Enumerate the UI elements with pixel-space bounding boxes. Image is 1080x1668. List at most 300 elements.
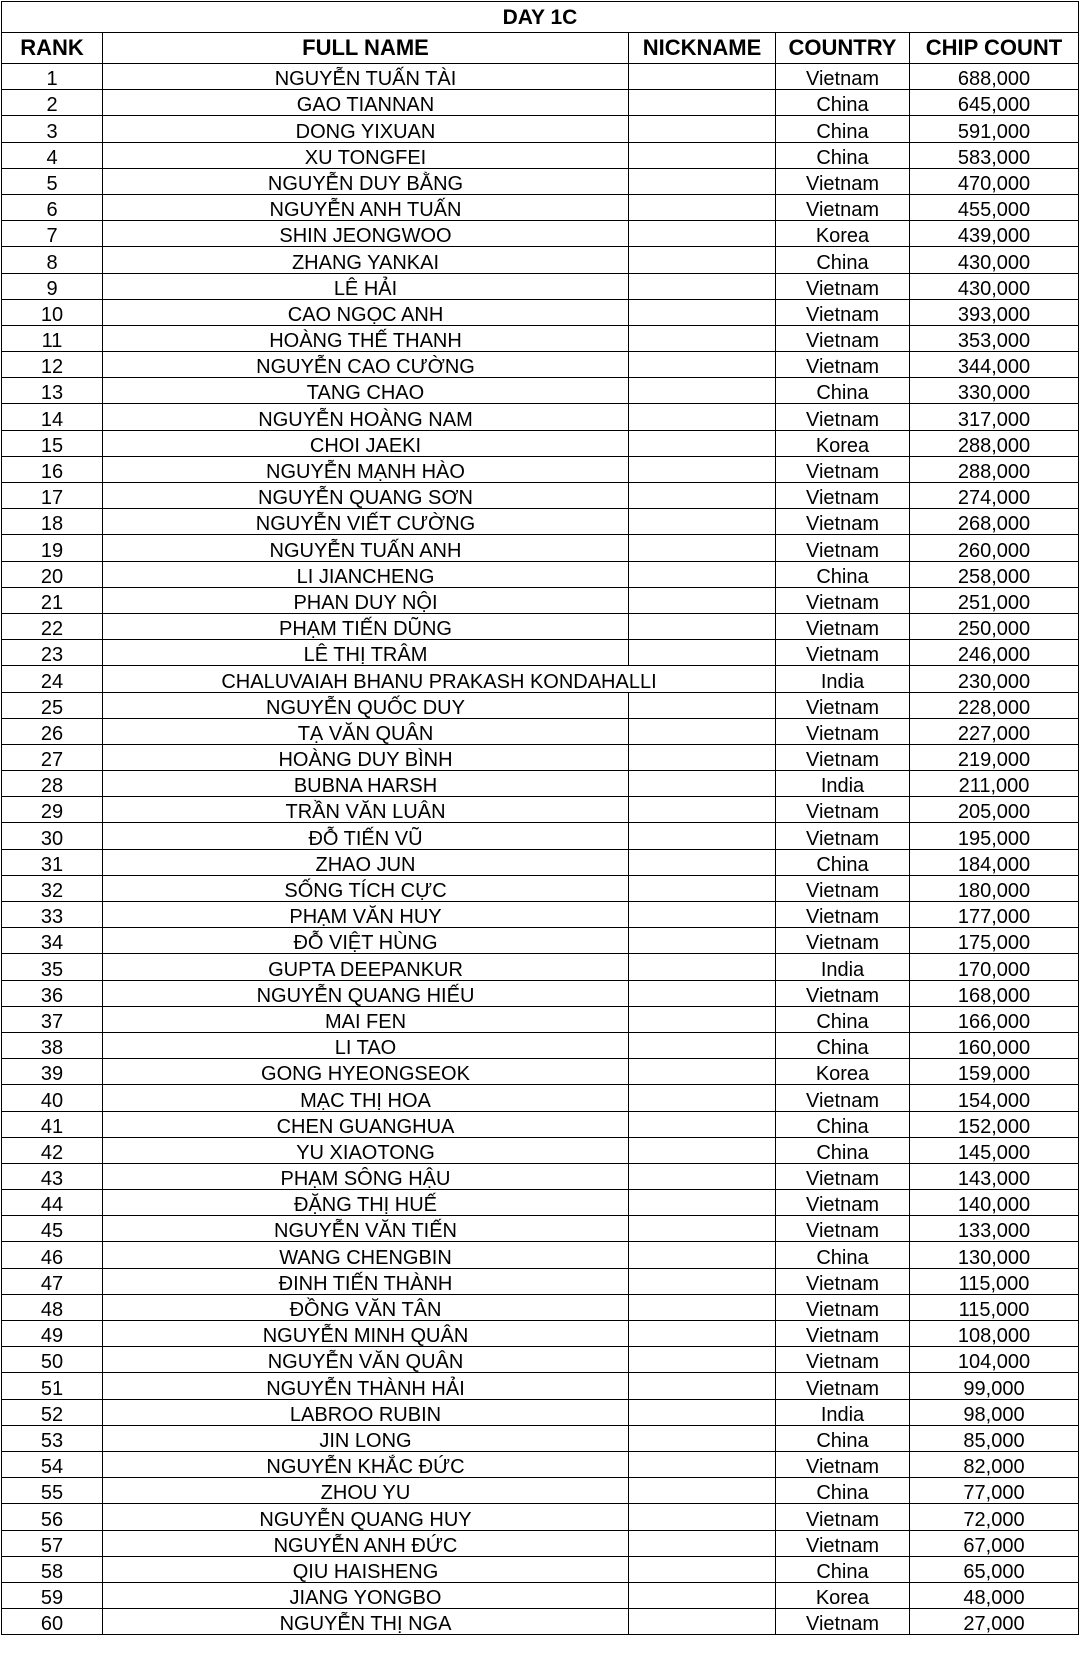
cell-country: Vietnam xyxy=(776,980,910,1006)
cell-country: Vietnam xyxy=(776,1085,910,1111)
cell-full-name: BUBNA HARSH xyxy=(103,771,629,797)
cell-rank: 33 xyxy=(2,902,103,928)
cell-rank: 56 xyxy=(2,1504,103,1530)
cell-full-name: CAO NGỌC ANH xyxy=(103,299,629,325)
table-row xyxy=(2,221,1079,247)
cell-country: Vietnam xyxy=(776,718,910,744)
cell-rank: 20 xyxy=(2,561,103,587)
cell-nickname xyxy=(629,325,776,351)
cell-country: Vietnam xyxy=(776,613,910,639)
table-row xyxy=(2,980,1079,1006)
table-row xyxy=(2,64,1079,90)
cell-country: China xyxy=(776,90,910,116)
cell-nickname xyxy=(629,1085,776,1111)
cell-full-name: NGUYỄN QUANG HIẾU xyxy=(103,980,629,1006)
header-row xyxy=(2,33,1079,64)
table-row xyxy=(2,168,1079,194)
cell-rank: 27 xyxy=(2,744,103,770)
cell-rank: 4 xyxy=(2,142,103,168)
cell-nickname xyxy=(629,247,776,273)
cell-chip-count: 227,000 xyxy=(910,718,1079,744)
cell-rank: 58 xyxy=(2,1556,103,1582)
table-row xyxy=(2,142,1079,168)
cell-rank: 13 xyxy=(2,378,103,404)
table-row xyxy=(2,1556,1079,1582)
cell-full-name: NGUYỄN ANH ĐỨC xyxy=(103,1530,629,1556)
cell-full-name: NGUYỄN ANH TUẤN xyxy=(103,194,629,220)
cell-nickname xyxy=(629,561,776,587)
table-row xyxy=(2,1163,1079,1189)
cell-full-name: ĐỖ VIỆT HÙNG xyxy=(103,928,629,954)
cell-full-name: ĐỖ TIẾN VŨ xyxy=(103,823,629,849)
cell-nickname xyxy=(629,90,776,116)
cell-full-name: SHIN JEONGWOO xyxy=(103,221,629,247)
table-row xyxy=(2,1294,1079,1320)
cell-chip-count: 251,000 xyxy=(910,587,1079,613)
cell-rank: 29 xyxy=(2,797,103,823)
cell-full-name: NGUYỄN QUỐC DUY xyxy=(103,692,629,718)
table-row xyxy=(2,797,1079,823)
table-row xyxy=(2,1321,1079,1347)
cell-full-name: ZHANG YANKAI xyxy=(103,247,629,273)
cell-nickname xyxy=(629,509,776,535)
cell-chip-count: 67,000 xyxy=(910,1530,1079,1556)
cell-country: Vietnam xyxy=(776,535,910,561)
cell-rank: 38 xyxy=(2,1032,103,1058)
cell-rank: 57 xyxy=(2,1530,103,1556)
cell-country: India xyxy=(776,1399,910,1425)
cell-chip-count: 268,000 xyxy=(910,509,1079,535)
cell-country: Korea xyxy=(776,1059,910,1085)
cell-nickname xyxy=(629,954,776,980)
table-row xyxy=(2,1216,1079,1242)
table-row xyxy=(2,378,1079,404)
cell-chip-count: 288,000 xyxy=(910,430,1079,456)
cell-country: China xyxy=(776,1111,910,1137)
cell-nickname xyxy=(629,1451,776,1477)
table-row xyxy=(2,1111,1079,1137)
cell-chip-count: 143,000 xyxy=(910,1163,1079,1189)
cell-country: Vietnam xyxy=(776,640,910,666)
cell-full-name: WANG CHENGBIN xyxy=(103,1242,629,1268)
table-row xyxy=(2,273,1079,299)
table-row xyxy=(2,1451,1079,1477)
cell-chip-count: 72,000 xyxy=(910,1504,1079,1530)
cell-country: Vietnam xyxy=(776,404,910,430)
chip-count-table xyxy=(1,1,1079,1635)
cell-country: Vietnam xyxy=(776,587,910,613)
cell-nickname xyxy=(629,535,776,561)
cell-country: Vietnam xyxy=(776,64,910,90)
cell-nickname xyxy=(629,483,776,509)
cell-chip-count: 230,000 xyxy=(910,666,1079,692)
table-row xyxy=(2,1399,1079,1425)
cell-full-name: ĐINH TIẾN THÀNH xyxy=(103,1268,629,1294)
cell-country: Vietnam xyxy=(776,1609,910,1635)
cell-full-name: ZHOU YU xyxy=(103,1478,629,1504)
header-country: COUNTRY xyxy=(776,33,910,64)
table-title: DAY 1C xyxy=(2,2,1079,33)
cell-full-name: TẠ VĂN QUÂN xyxy=(103,718,629,744)
cell-rank: 7 xyxy=(2,221,103,247)
cell-full-name: NGUYỄN HOÀNG NAM xyxy=(103,404,629,430)
cell-country: China xyxy=(776,378,910,404)
cell-rank: 41 xyxy=(2,1111,103,1137)
cell-full-name: GAO TIANNAN xyxy=(103,90,629,116)
cell-nickname xyxy=(629,1556,776,1582)
cell-rank: 12 xyxy=(2,352,103,378)
cell-country: China xyxy=(776,1137,910,1163)
cell-rank: 50 xyxy=(2,1347,103,1373)
table-row xyxy=(2,1032,1079,1058)
cell-rank: 18 xyxy=(2,509,103,535)
cell-full-name: NGUYỄN TUẤN TÀI xyxy=(103,64,629,90)
cell-nickname xyxy=(629,1190,776,1216)
cell-nickname xyxy=(629,1268,776,1294)
cell-chip-count: 159,000 xyxy=(910,1059,1079,1085)
cell-country: Vietnam xyxy=(776,483,910,509)
table-row xyxy=(2,430,1079,456)
cell-rank: 15 xyxy=(2,430,103,456)
cell-full-name: NGUYỄN THÀNH HẢI xyxy=(103,1373,629,1399)
table-row xyxy=(2,1504,1079,1530)
cell-chip-count: 645,000 xyxy=(910,90,1079,116)
table-row xyxy=(2,247,1079,273)
table-row xyxy=(2,1137,1079,1163)
cell-country: Vietnam xyxy=(776,744,910,770)
table-row xyxy=(2,1059,1079,1085)
header-full-name: FULL NAME xyxy=(103,33,629,64)
cell-country: China xyxy=(776,1032,910,1058)
cell-country: Vietnam xyxy=(776,928,910,954)
cell-full-name: TANG CHAO xyxy=(103,378,629,404)
cell-country: Vietnam xyxy=(776,1216,910,1242)
cell-rank: 14 xyxy=(2,404,103,430)
cell-nickname xyxy=(629,1294,776,1320)
cell-country: Vietnam xyxy=(776,1504,910,1530)
cell-full-name: ĐẶNG THỊ HUẾ xyxy=(103,1190,629,1216)
cell-full-name: GUPTA DEEPANKUR xyxy=(103,954,629,980)
cell-nickname xyxy=(629,980,776,1006)
cell-full-name: NGUYỄN THỊ NGA xyxy=(103,1609,629,1635)
cell-chip-count: 260,000 xyxy=(910,535,1079,561)
cell-chip-count: 48,000 xyxy=(910,1582,1079,1608)
cell-country: Vietnam xyxy=(776,1321,910,1347)
table-row xyxy=(2,1530,1079,1556)
cell-full-name: NGUYỄN KHẮC ĐỨC xyxy=(103,1451,629,1477)
cell-chip-count: 175,000 xyxy=(910,928,1079,954)
table-row xyxy=(2,640,1079,666)
table-row xyxy=(2,561,1079,587)
cell-nickname xyxy=(629,273,776,299)
cell-full-name: JIN LONG xyxy=(103,1425,629,1451)
cell-nickname xyxy=(629,1059,776,1085)
cell-nickname xyxy=(629,1242,776,1268)
cell-rank: 42 xyxy=(2,1137,103,1163)
cell-country: Korea xyxy=(776,1582,910,1608)
cell-chip-count: 211,000 xyxy=(910,771,1079,797)
cell-chip-count: 250,000 xyxy=(910,613,1079,639)
cell-chip-count: 65,000 xyxy=(910,1556,1079,1582)
cell-nickname xyxy=(629,1111,776,1137)
cell-chip-count: 133,000 xyxy=(910,1216,1079,1242)
cell-rank: 10 xyxy=(2,299,103,325)
header-nickname: NICKNAME xyxy=(629,33,776,64)
cell-nickname xyxy=(629,1582,776,1608)
cell-rank: 48 xyxy=(2,1294,103,1320)
cell-chip-count: 177,000 xyxy=(910,902,1079,928)
cell-country: China xyxy=(776,1242,910,1268)
cell-full-name: NGUYỄN QUANG SƠN xyxy=(103,483,629,509)
table-row xyxy=(2,613,1079,639)
cell-nickname xyxy=(629,875,776,901)
table-row xyxy=(2,1242,1079,1268)
cell-chip-count: 115,000 xyxy=(910,1294,1079,1320)
table-row xyxy=(2,666,1079,692)
cell-full-name: NGUYỄN TUẤN ANH xyxy=(103,535,629,561)
table-row xyxy=(2,1609,1079,1635)
cell-full-name: GONG HYEONGSEOK xyxy=(103,1059,629,1085)
header-chip-count: CHIP COUNT xyxy=(910,33,1079,64)
cell-nickname xyxy=(629,1347,776,1373)
cell-nickname xyxy=(629,1032,776,1058)
cell-chip-count: 145,000 xyxy=(910,1137,1079,1163)
cell-rank: 28 xyxy=(2,771,103,797)
cell-full-name: LI JIANCHENG xyxy=(103,561,629,587)
table-row xyxy=(2,1085,1079,1111)
cell-nickname xyxy=(629,194,776,220)
cell-chip-count: 166,000 xyxy=(910,1006,1079,1032)
cell-rank: 6 xyxy=(2,194,103,220)
cell-chip-count: 258,000 xyxy=(910,561,1079,587)
cell-rank: 31 xyxy=(2,849,103,875)
cell-chip-count: 288,000 xyxy=(910,456,1079,482)
cell-country: China xyxy=(776,1425,910,1451)
cell-chip-count: 99,000 xyxy=(910,1373,1079,1399)
cell-country: Vietnam xyxy=(776,168,910,194)
cell-country: China xyxy=(776,1006,910,1032)
cell-chip-count: 85,000 xyxy=(910,1425,1079,1451)
cell-nickname xyxy=(629,849,776,875)
cell-rank: 21 xyxy=(2,587,103,613)
cell-nickname xyxy=(629,613,776,639)
cell-full-name: PHẠM TIẾN DŨNG xyxy=(103,613,629,639)
cell-country: Vietnam xyxy=(776,299,910,325)
table-row xyxy=(2,587,1079,613)
table-row xyxy=(2,352,1079,378)
cell-rank: 59 xyxy=(2,1582,103,1608)
cell-full-name: NGUYỄN VĂN TIẾN xyxy=(103,1216,629,1242)
cell-rank: 11 xyxy=(2,325,103,351)
table-row xyxy=(2,509,1079,535)
table-row xyxy=(2,1268,1079,1294)
cell-chip-count: 228,000 xyxy=(910,692,1079,718)
table-row xyxy=(2,744,1079,770)
cell-rank: 36 xyxy=(2,980,103,1006)
cell-chip-count: 152,000 xyxy=(910,1111,1079,1137)
table-row xyxy=(2,718,1079,744)
cell-chip-count: 180,000 xyxy=(910,875,1079,901)
cell-country: India xyxy=(776,954,910,980)
cell-country: Vietnam xyxy=(776,1451,910,1477)
cell-country: Vietnam xyxy=(776,509,910,535)
table-row xyxy=(2,823,1079,849)
cell-full-name: PHẠM SÔNG HẬU xyxy=(103,1163,629,1189)
cell-chip-count: 393,000 xyxy=(910,299,1079,325)
cell-full-name: MAI FEN xyxy=(103,1006,629,1032)
table-row xyxy=(2,928,1079,954)
cell-chip-count: 205,000 xyxy=(910,797,1079,823)
cell-nickname xyxy=(629,404,776,430)
cell-full-name: TRẦN VĂN LUÂN xyxy=(103,797,629,823)
cell-full-name: QIU HAISHENG xyxy=(103,1556,629,1582)
cell-chip-count: 154,000 xyxy=(910,1085,1079,1111)
cell-country: Korea xyxy=(776,221,910,247)
cell-chip-count: 455,000 xyxy=(910,194,1079,220)
cell-nickname xyxy=(629,1399,776,1425)
table-row xyxy=(2,535,1079,561)
cell-chip-count: 430,000 xyxy=(910,247,1079,273)
cell-full-name: HOÀNG DUY BÌNH xyxy=(103,744,629,770)
cell-nickname xyxy=(629,142,776,168)
cell-chip-count: 160,000 xyxy=(910,1032,1079,1058)
cell-rank: 1 xyxy=(2,64,103,90)
cell-rank: 19 xyxy=(2,535,103,561)
cell-rank: 43 xyxy=(2,1163,103,1189)
cell-country: China xyxy=(776,561,910,587)
cell-nickname xyxy=(629,587,776,613)
cell-country: Vietnam xyxy=(776,194,910,220)
table-row xyxy=(2,483,1079,509)
cell-chip-count: 330,000 xyxy=(910,378,1079,404)
cell-nickname xyxy=(629,640,776,666)
table-row xyxy=(2,849,1079,875)
table-row xyxy=(2,875,1079,901)
cell-rank: 35 xyxy=(2,954,103,980)
cell-rank: 49 xyxy=(2,1321,103,1347)
cell-nickname xyxy=(629,797,776,823)
cell-country: China xyxy=(776,1556,910,1582)
cell-nickname xyxy=(629,928,776,954)
cell-chip-count: 317,000 xyxy=(910,404,1079,430)
cell-nickname xyxy=(629,116,776,142)
cell-chip-count: 195,000 xyxy=(910,823,1079,849)
cell-chip-count: 219,000 xyxy=(910,744,1079,770)
cell-rank: 9 xyxy=(2,273,103,299)
cell-rank: 8 xyxy=(2,247,103,273)
cell-chip-count: 104,000 xyxy=(910,1347,1079,1373)
table-row xyxy=(2,1006,1079,1032)
cell-full-name: ZHAO JUN xyxy=(103,849,629,875)
cell-chip-count: 27,000 xyxy=(910,1609,1079,1635)
cell-rank: 55 xyxy=(2,1478,103,1504)
cell-chip-count: 108,000 xyxy=(910,1321,1079,1347)
cell-nickname xyxy=(629,692,776,718)
cell-rank: 54 xyxy=(2,1451,103,1477)
cell-nickname xyxy=(629,718,776,744)
cell-full-name: LÊ THỊ TRÂM xyxy=(103,640,629,666)
table-row xyxy=(2,954,1079,980)
cell-rank: 24 xyxy=(2,666,103,692)
table-row xyxy=(2,325,1079,351)
cell-nickname xyxy=(629,1478,776,1504)
table-row xyxy=(2,771,1079,797)
table-row xyxy=(2,194,1079,220)
cell-chip-count: 77,000 xyxy=(910,1478,1079,1504)
cell-full-name: CHALUVAIAH BHANU PRAKASH KONDAHALLI xyxy=(103,666,776,692)
cell-nickname xyxy=(629,744,776,770)
cell-country: Vietnam xyxy=(776,1373,910,1399)
cell-country: Vietnam xyxy=(776,875,910,901)
cell-chip-count: 470,000 xyxy=(910,168,1079,194)
cell-nickname xyxy=(629,1321,776,1347)
cell-country: Vietnam xyxy=(776,823,910,849)
cell-rank: 30 xyxy=(2,823,103,849)
cell-rank: 25 xyxy=(2,692,103,718)
cell-full-name: HOÀNG THẾ THANH xyxy=(103,325,629,351)
cell-nickname xyxy=(629,1425,776,1451)
cell-nickname xyxy=(629,1504,776,1530)
cell-chip-count: 184,000 xyxy=(910,849,1079,875)
cell-full-name: DONG YIXUAN xyxy=(103,116,629,142)
cell-chip-count: 688,000 xyxy=(910,64,1079,90)
cell-nickname xyxy=(629,378,776,404)
cell-nickname xyxy=(629,456,776,482)
cell-nickname xyxy=(629,430,776,456)
cell-full-name: NGUYỄN MẠNH HÀO xyxy=(103,456,629,482)
cell-full-name: MẠC THỊ HOA xyxy=(103,1085,629,1111)
cell-country: China xyxy=(776,849,910,875)
cell-full-name: LÊ HẢI xyxy=(103,273,629,299)
cell-full-name: XU TONGFEI xyxy=(103,142,629,168)
cell-country: Vietnam xyxy=(776,797,910,823)
cell-country: Vietnam xyxy=(776,325,910,351)
cell-rank: 32 xyxy=(2,875,103,901)
cell-country: Vietnam xyxy=(776,902,910,928)
cell-full-name: YU XIAOTONG xyxy=(103,1137,629,1163)
header-rank: RANK xyxy=(2,33,103,64)
cell-nickname xyxy=(629,902,776,928)
cell-full-name: LABROO RUBIN xyxy=(103,1399,629,1425)
cell-rank: 53 xyxy=(2,1425,103,1451)
cell-nickname xyxy=(629,299,776,325)
cell-rank: 3 xyxy=(2,116,103,142)
table-row xyxy=(2,456,1079,482)
cell-rank: 34 xyxy=(2,928,103,954)
cell-country: China xyxy=(776,1478,910,1504)
cell-country: India xyxy=(776,771,910,797)
cell-nickname xyxy=(629,1137,776,1163)
cell-nickname xyxy=(629,221,776,247)
table-row xyxy=(2,1373,1079,1399)
cell-rank: 22 xyxy=(2,613,103,639)
title-row xyxy=(2,2,1079,33)
cell-chip-count: 170,000 xyxy=(910,954,1079,980)
cell-country: Korea xyxy=(776,430,910,456)
cell-chip-count: 353,000 xyxy=(910,325,1079,351)
cell-rank: 37 xyxy=(2,1006,103,1032)
cell-nickname xyxy=(629,64,776,90)
cell-full-name: PHAN DUY NỘI xyxy=(103,587,629,613)
cell-country: Vietnam xyxy=(776,692,910,718)
cell-full-name: NGUYỄN DUY BẰNG xyxy=(103,168,629,194)
table-row xyxy=(2,1478,1079,1504)
cell-rank: 26 xyxy=(2,718,103,744)
cell-full-name: JIANG YONGBO xyxy=(103,1582,629,1608)
cell-country: China xyxy=(776,142,910,168)
cell-rank: 5 xyxy=(2,168,103,194)
cell-rank: 17 xyxy=(2,483,103,509)
